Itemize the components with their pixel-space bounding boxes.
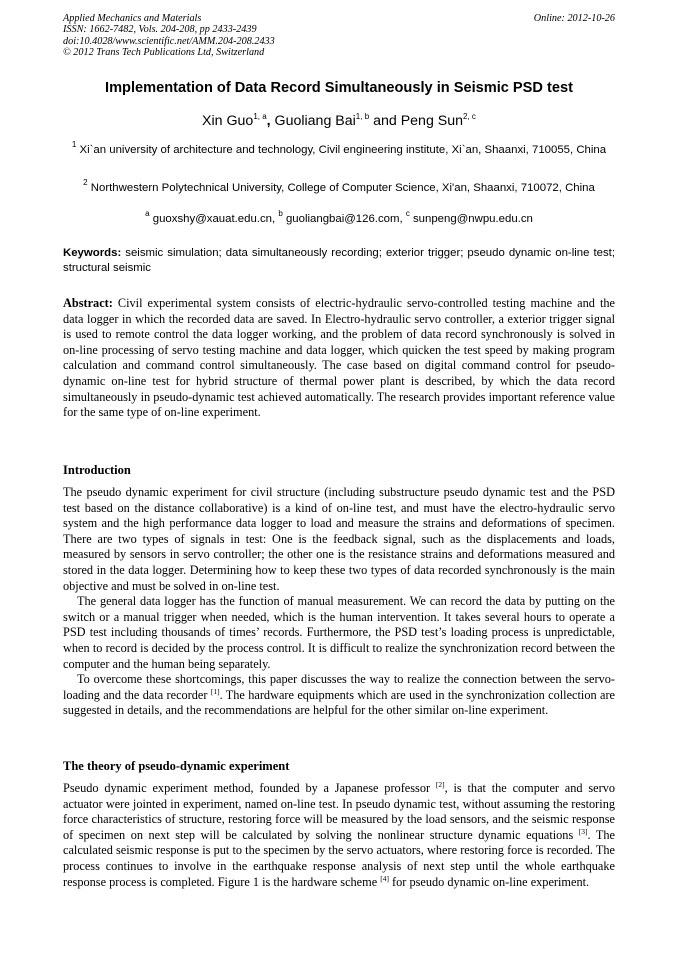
citation: [3] <box>578 826 588 836</box>
affiliation-text: Northwestern Polytechnical University, College of Computer Science, Xi'an, Shaanxi, 710072, China <box>90 182 595 194</box>
paragraph <box>63 672 615 719</box>
online-date: Online: 2012-10-26 <box>533 13 615 24</box>
author-separator: , <box>266 113 275 129</box>
affiliation-number: 2 <box>83 178 88 187</box>
doi-line: doi:10.4028/www.scientific.net/AMM.204-208.2433 <box>63 35 275 47</box>
theory-heading: The theory of pseudo-dynamic experiment <box>63 759 290 773</box>
author-list <box>0 112 678 129</box>
abstract <box>63 296 615 421</box>
email-mark: c <box>405 209 410 218</box>
copyright-line: © 2012 Trans Tech Publications Ltd, Switzerland <box>63 46 265 58</box>
citation: [2] <box>435 780 445 789</box>
issn-line: ISSN: 1662-7482, Vols. 204-208, pp 2433-2439 <box>63 24 257 36</box>
email: guoliangbai@126.com, <box>285 213 406 225</box>
affiliation-2 <box>63 175 615 197</box>
paragraph-text: . The hardware equipments which are used in the synchronization collection are suggested in details, and the recommendations are helpful for the other similar on-line experiment. <box>63 687 615 718</box>
email: guoxshy@xauat.edu.cn, <box>152 213 279 225</box>
email-mark: b <box>278 209 283 218</box>
email: sunpeng@nwpu.edu.cn <box>412 213 533 225</box>
journal-header <box>63 13 275 58</box>
introduction-body <box>63 485 615 719</box>
journal-name: Applied Mechanics and Materials <box>63 13 202 24</box>
introduction-heading: Introduction <box>63 463 131 477</box>
paragraph-text: Pseudo dynamic experiment method, founded by a Japanese professor <box>63 781 436 795</box>
abstract-label: Abstract: <box>63 296 113 310</box>
affiliation-number: 1 <box>71 140 77 149</box>
author-name: Guoliang Bai <box>274 113 356 129</box>
keywords-label: Keywords: <box>63 247 122 259</box>
keywords-text: seismic simulation; data simultaneously recording; exterior trigger; pseudo dynamic on-line test; structural seismic <box>63 247 615 274</box>
paragraph-text: . The calculated seismic response is put to the specimen by the servo actuators, where restoring force is recorded. The process continues to involve in the earthquake response analysis of next step until the whole earthquake response process is completed. Figure 1 is the hardware scheme <box>63 827 616 889</box>
citation: [4] <box>380 873 389 883</box>
affiliation-1 <box>63 137 615 159</box>
author-affiliation-mark: 2, c <box>463 112 476 121</box>
theory-body <box>63 781 615 890</box>
paragraph-text: for pseudo dynamic on-line experiment. <box>388 874 590 889</box>
email-mark: a <box>145 209 150 218</box>
keywords <box>63 246 615 276</box>
paragraph-text: , is that the computer and servo actuator were jointed in experiment, named on-line test. In pseudo dynamic test, without assuming the restoring force characteristics of structure, restoring force will be measured by the load sensors, and the seismic response of specimen on next step will be calculated by solving the nonlinear structure dynamic equations <box>63 781 615 842</box>
citation: [1] <box>210 686 220 696</box>
author-separator: and <box>369 113 401 129</box>
paragraph-text: To overcome these shortcomings, this paper discusses the way to realize the connection between the servo-loading and the data recorder <box>63 672 615 702</box>
author-affiliation-mark: 1, a <box>253 112 267 121</box>
paper-title: Implementation of Data Record Simultaneously in Seismic PSD test <box>105 80 573 96</box>
author-emails <box>0 209 678 225</box>
author-affiliation-mark: 1, b <box>355 112 370 121</box>
author-name: Peng Sun <box>400 113 464 129</box>
abstract-text: Civil experimental system consists of electric-hydraulic servo-controlled testing machine and the data logger in which the recorded data are saved. In Electro-hydraulic servo controller, a exterior trigger signal is used to remote control the data logger working, and the problem of data record synchronously is solved in on-line processing of servo testing machine and data logger, which quicken the test speed by making program calculation and command control simultaneously. The case based on digital command control for pseudo-dynamic on-line test for hybrid structure of thermal power plant is described, by which the data record simultaneously in pseudo-dynamic test achieved automatically. The research provides important reference value for the same type of on-line experiment. <box>63 296 615 420</box>
paragraph <box>63 781 615 890</box>
affiliation-text: Xi`an university of architecture and technology, Civil engineering institute, Xi`an, Shaanxi, 710055, China <box>79 144 607 156</box>
paragraph: The pseudo dynamic experiment for civil structure (including substructure pseudo dynamic test and the PSD test based on the distance collaborative) is a kind of on-line test, and must have the electro-hydraulic servo system and the high performance data logger to load and measure the strains and deformations of specimen. There are two types of signals in test: One is the feedback signal, such as the displacements and loads, measured by sensors in servo controller; the other one is the resistance strains and deformations measured and stored in the data logger. Determining how to keep these two types of data recorded synchronously is the main objective and must be solved in on-line test. <box>63 485 615 593</box>
author-name: Xin Guo <box>202 113 254 129</box>
paragraph: The general data logger has the function of manual measurement. We can record the data by putting on the switch or a manual trigger when needed, which is the human intervention. It takes several hours to operate a PSD test including thousands of times’ records. Furthermore, the PSD test’s loading process is unpredictable, when to record is decided by the process control. It is difficult to realize the synchronization record between the computer and the human being separately. <box>63 594 615 671</box>
